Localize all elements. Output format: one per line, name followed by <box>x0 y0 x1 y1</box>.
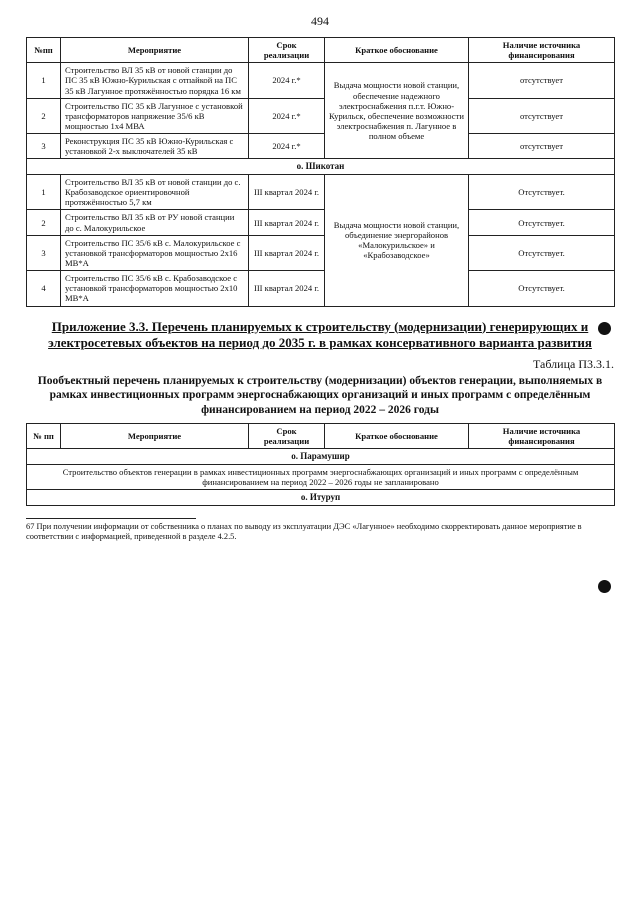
binder-hole-mark <box>598 322 611 335</box>
table-row <box>27 175 615 210</box>
cell-measure: Реконструкция ПС 35 кВ Южно-Курильская с установкой 2-х выключателей 35 кВ <box>61 134 249 159</box>
appendix-heading: Приложение 3.3. Перечень планируемых к строительству (модернизации) генерирующих и электросетевых объектов на период до 2035 г. в рамках консервативного варианта развития <box>48 318 592 350</box>
cell-funding: Отсутствует. <box>469 210 615 235</box>
section-row-paramushir <box>27 449 615 465</box>
cell-period: III квартал 2024 г. <box>249 175 325 210</box>
table-row <box>27 98 615 133</box>
table-heading: Пообъектный перечень планируемых к строительству (модернизации) объектов генерации, выполняемых в рамках инвестиционных программ энергоснабжающих организаций и иных программ с определённым финансированием на период 2022 – 2026 годы <box>37 375 603 416</box>
table-row <box>27 235 615 270</box>
col-header-measure: Мероприятие <box>61 424 249 449</box>
table-row <box>27 63 615 98</box>
page-number: 494 <box>311 14 329 28</box>
cell-funding: отсутствует <box>469 98 615 133</box>
cell-measure: Строительство ВЛ 35 кВ от новой станции до ПС 35 кВ Южно-Курильская с отпайкой на ПС 35 кВ Лагунное протяжённостью порядка 16 км <box>61 63 249 98</box>
table-generation-objects <box>26 423 615 506</box>
col-header-justification: Краткое обоснование <box>325 38 469 63</box>
cell-num: 1 <box>27 63 61 98</box>
table-row <box>27 210 615 235</box>
binder-hole-mark <box>598 580 611 593</box>
footnote: 67 При получении информации от собственника о планах по выводу из эксплуатации ДЭС «Лагунное» необходимо скорректировать данное мероприятие в соответствии с информацией, приведенной в разделе 4.2.5. <box>26 521 582 542</box>
cell-funding: отсутствует <box>469 63 615 98</box>
cell-funding: Отсутствует. <box>469 235 615 270</box>
cell-justification: Выдача мощности новой станции, объединение энергорайонов «Малокурильское» и «Крабозаводское» <box>325 175 469 307</box>
cell-period: 2024 г.* <box>249 63 325 98</box>
cell-measure: Строительство ПС 35/6 кВ с. Малокурильское с установкой трансформаторов мощностью 2х16 МВ*А <box>61 235 249 270</box>
cell-measure: Строительство ВЛ 35 кВ от новой станции до с. Крабозаводское ориентировочной протяжённостью 5,7 км <box>61 175 249 210</box>
cell-period: III квартал 2024 г. <box>249 235 325 270</box>
col-header-funding: Наличие источника финансирования <box>469 38 615 63</box>
table-header-row <box>27 424 615 449</box>
cell-measure: Строительство ВЛ 35 кВ от РУ новой станции до с. Малокурильское <box>61 210 249 235</box>
section-row-shikotan <box>27 159 615 175</box>
cell-funding: отсутствует <box>469 134 615 159</box>
section-title: о. Шикотан <box>27 159 615 175</box>
section-row-iturup <box>27 490 615 506</box>
table-row <box>27 465 615 490</box>
cell-justification: Выдача мощности новой станции, обеспечение надежного электроснабжения п.г.т. Южно-Курильск, обеспечение возможности электроснабжения п. Лагунное в полном объеме <box>325 63 469 159</box>
table-grid-projects <box>26 37 615 307</box>
cell-note: Строительство объектов генерации в рамках инвестиционных программ энергоснабжающих организаций и иных программ с определённым финансированием на период 2022 – 2026 годы не запланировано <box>27 465 615 490</box>
cell-num: 4 <box>27 271 61 306</box>
cell-period: III квартал 2024 г. <box>249 271 325 306</box>
col-header-period: Срок реализации <box>249 424 325 449</box>
cell-period: 2024 г.* <box>249 134 325 159</box>
cell-num: 3 <box>27 134 61 159</box>
footnote-divider <box>26 518 196 519</box>
cell-measure: Строительство ПС 35 кВ Лагунное с установкой трансформаторов напряжение 35/6 кВ мощностью 1х4 МВА <box>61 98 249 133</box>
cell-funding: Отсутствует. <box>469 271 615 306</box>
cell-num: 2 <box>27 98 61 133</box>
col-header-num: №пп <box>27 38 61 63</box>
col-header-measure: Мероприятие <box>61 38 249 63</box>
col-header-justification: Краткое обоснование <box>325 424 469 449</box>
section-title: о. Итуруп <box>27 490 615 506</box>
cell-num: 3 <box>27 235 61 270</box>
cell-num: 1 <box>27 175 61 210</box>
table-label: Таблица П3.3.1. <box>533 357 614 372</box>
cell-funding: Отсутствует. <box>469 175 615 210</box>
col-header-period: Срок реализации <box>249 38 325 63</box>
table-row <box>27 271 615 306</box>
cell-period: III квартал 2024 г. <box>249 210 325 235</box>
table-header-row <box>27 38 615 63</box>
col-header-num: № пп <box>27 424 61 449</box>
cell-num: 2 <box>27 210 61 235</box>
table-row <box>27 134 615 159</box>
col-header-funding: Наличие источника финансирования <box>469 424 615 449</box>
cell-period: 2024 г.* <box>249 98 325 133</box>
cell-measure: Строительство ПС 35/6 кВ с. Крабозаводское с установкой трансформаторов мощностью 2х10 МВ*А <box>61 271 249 306</box>
section-title: о. Парамушир <box>27 449 615 465</box>
